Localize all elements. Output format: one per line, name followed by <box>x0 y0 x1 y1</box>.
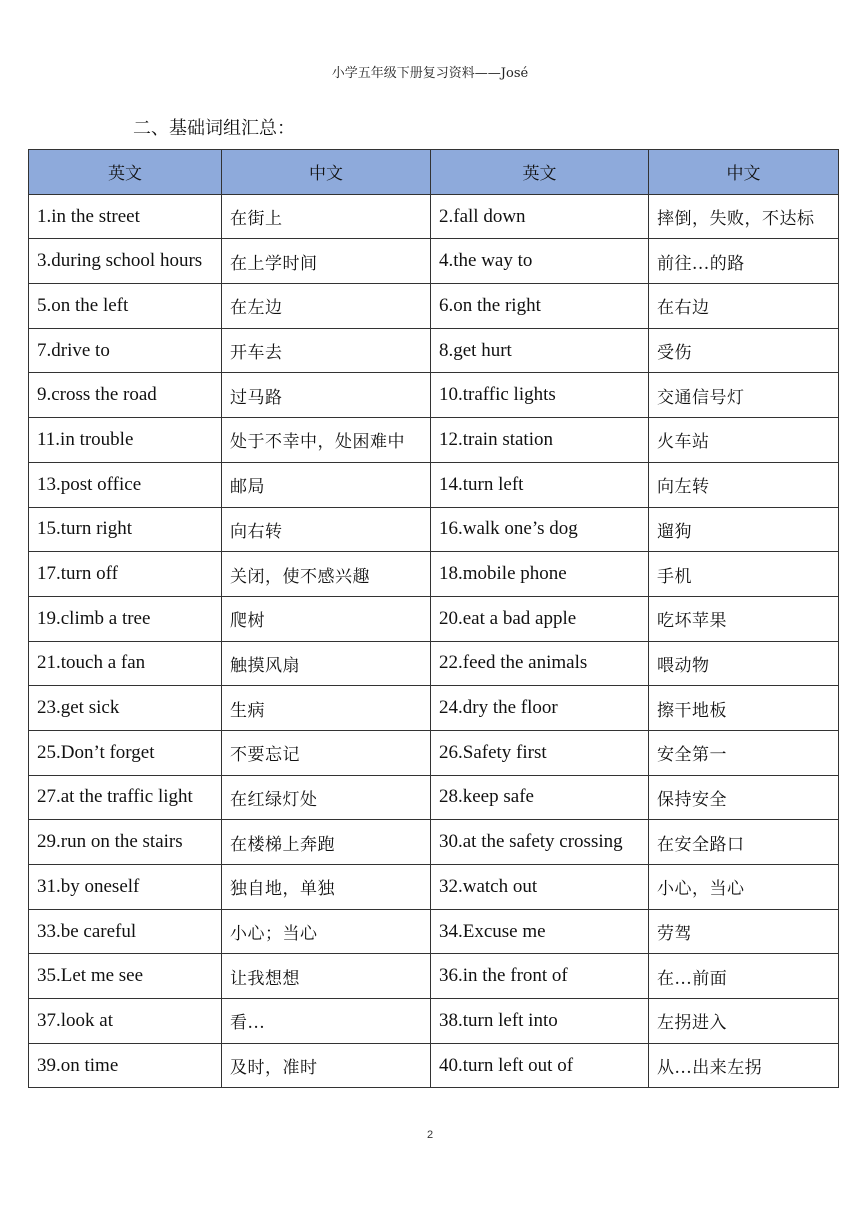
english-phrase-cell: 38.turn left into <box>431 999 649 1044</box>
column-header-chinese: 中文 <box>649 150 839 195</box>
chinese-meaning-cell: 邮局 <box>222 462 431 507</box>
chinese-meaning-cell: 触摸风扇 <box>222 641 431 686</box>
chinese-meaning-cell: 喂动物 <box>649 641 839 686</box>
chinese-meaning-cell: 独自地，单独 <box>222 865 431 910</box>
chinese-meaning-cell: 在红绿灯处 <box>222 775 431 820</box>
english-phrase-cell: 36.in the front of <box>431 954 649 999</box>
table-row <box>29 194 839 239</box>
english-phrase-cell: 35.Let me see <box>29 954 222 999</box>
chinese-meaning-cell: 从...出来左拐 <box>649 1043 839 1088</box>
chinese-meaning-cell: 在右边 <box>649 284 839 329</box>
table-row <box>29 418 839 463</box>
english-phrase-cell: 6.on the right <box>431 284 649 329</box>
english-phrase-cell: 29.run on the stairs <box>29 820 222 865</box>
table-row <box>29 239 839 284</box>
english-phrase-cell: 15.turn right <box>29 507 222 552</box>
table-row <box>29 507 839 552</box>
english-phrase-cell: 2.fall down <box>431 194 649 239</box>
english-phrase-cell: 31.by oneself <box>29 865 222 910</box>
chinese-meaning-cell: 左拐进入 <box>649 999 839 1044</box>
page-header-title: 小学五年级下册复习资料——José <box>331 66 529 81</box>
english-phrase-cell: 18.mobile phone <box>431 552 649 597</box>
chinese-meaning-cell: 向右转 <box>222 507 431 552</box>
chinese-meaning-cell: 过马路 <box>222 373 431 418</box>
english-phrase-cell: 20.eat a bad apple <box>431 596 649 641</box>
table-header-row <box>29 150 839 195</box>
english-phrase-cell: 1.in the street <box>29 194 222 239</box>
table-body <box>29 194 839 1088</box>
chinese-meaning-cell: 遛狗 <box>649 507 839 552</box>
column-header-english: 英文 <box>29 150 222 195</box>
chinese-meaning-cell: 保持安全 <box>649 775 839 820</box>
chinese-meaning-cell: 及时，准时 <box>222 1043 431 1088</box>
chinese-meaning-cell: 让我想想 <box>222 954 431 999</box>
english-phrase-cell: 22.feed the animals <box>431 641 649 686</box>
chinese-meaning-cell: 劳驾 <box>649 909 839 954</box>
english-phrase-cell: 4.the way to <box>431 239 649 284</box>
english-phrase-cell: 24.dry the floor <box>431 686 649 731</box>
english-phrase-cell: 40.turn left out of <box>431 1043 649 1088</box>
table-row <box>29 1043 839 1088</box>
english-phrase-cell: 16.walk one’s dog <box>431 507 649 552</box>
chinese-meaning-cell: 手机 <box>649 552 839 597</box>
chinese-meaning-cell: 看... <box>222 999 431 1044</box>
vocabulary-table <box>28 149 839 1088</box>
chinese-meaning-cell: 不要忘记 <box>222 730 431 775</box>
english-phrase-cell: 19.climb a tree <box>29 596 222 641</box>
chinese-meaning-cell: 在楼梯上奔跑 <box>222 820 431 865</box>
chinese-meaning-cell: 擦干地板 <box>649 686 839 731</box>
chinese-meaning-cell: 生病 <box>222 686 431 731</box>
chinese-meaning-cell: 处于不幸中，处困难中 <box>222 418 431 463</box>
table-row <box>29 328 839 373</box>
page-number: 2 <box>426 1129 434 1141</box>
table-row <box>29 775 839 820</box>
column-header-chinese: 中文 <box>222 150 431 195</box>
chinese-meaning-cell: 前往...的路 <box>649 239 839 284</box>
table-row <box>29 954 839 999</box>
english-phrase-cell: 11.in trouble <box>29 418 222 463</box>
english-phrase-cell: 14.turn left <box>431 462 649 507</box>
chinese-meaning-cell: 关闭，使不感兴趣 <box>222 552 431 597</box>
english-phrase-cell: 8.get hurt <box>431 328 649 373</box>
english-phrase-cell: 21.touch a fan <box>29 641 222 686</box>
chinese-meaning-cell: 小心；当心 <box>222 909 431 954</box>
english-phrase-cell: 9.cross the road <box>29 373 222 418</box>
english-phrase-cell: 27.at the traffic light <box>29 775 222 820</box>
column-header-english: 英文 <box>431 150 649 195</box>
english-phrase-cell: 17.turn off <box>29 552 222 597</box>
chinese-meaning-cell: 受伤 <box>649 328 839 373</box>
english-phrase-cell: 7.drive to <box>29 328 222 373</box>
english-phrase-cell: 30.at the safety crossing <box>431 820 649 865</box>
chinese-meaning-cell: 开车去 <box>222 328 431 373</box>
chinese-meaning-cell: 爬树 <box>222 596 431 641</box>
english-phrase-cell: 12.train station <box>431 418 649 463</box>
table-row <box>29 999 839 1044</box>
english-phrase-cell: 13.post office <box>29 462 222 507</box>
chinese-meaning-cell: 在左边 <box>222 284 431 329</box>
english-phrase-cell: 26.Safety first <box>431 730 649 775</box>
table-row <box>29 641 839 686</box>
english-phrase-cell: 10.traffic lights <box>431 373 649 418</box>
table-row <box>29 552 839 597</box>
english-phrase-cell: 23.get sick <box>29 686 222 731</box>
english-phrase-cell: 33.be careful <box>29 909 222 954</box>
chinese-meaning-cell: 在安全路口 <box>649 820 839 865</box>
english-phrase-cell: 28.keep safe <box>431 775 649 820</box>
table-row <box>29 596 839 641</box>
table-row <box>29 284 839 329</box>
english-phrase-cell: 34.Excuse me <box>431 909 649 954</box>
english-phrase-cell: 3.during school hours <box>29 239 222 284</box>
chinese-meaning-cell: 摔倒，失败，不达标 <box>649 194 839 239</box>
english-phrase-cell: 39.on time <box>29 1043 222 1088</box>
table-row <box>29 865 839 910</box>
english-phrase-cell: 32.watch out <box>431 865 649 910</box>
table-row <box>29 373 839 418</box>
english-phrase-cell: 5.on the left <box>29 284 222 329</box>
chinese-meaning-cell: 安全第一 <box>649 730 839 775</box>
table-row <box>29 462 839 507</box>
chinese-meaning-cell: 火车站 <box>649 418 839 463</box>
chinese-meaning-cell: 小心，当心 <box>649 865 839 910</box>
chinese-meaning-cell: 向左转 <box>649 462 839 507</box>
chinese-meaning-cell: 在...前面 <box>649 954 839 999</box>
english-phrase-cell: 25.Don’t forget <box>29 730 222 775</box>
table-row <box>29 686 839 731</box>
table-row <box>29 820 839 865</box>
chinese-meaning-cell: 交通信号灯 <box>649 373 839 418</box>
section-heading: 二、基础词组汇总： <box>133 118 295 139</box>
english-phrase-cell: 37.look at <box>29 999 222 1044</box>
chinese-meaning-cell: 在上学时间 <box>222 239 431 284</box>
table-row <box>29 909 839 954</box>
table-row <box>29 730 839 775</box>
chinese-meaning-cell: 在街上 <box>222 194 431 239</box>
chinese-meaning-cell: 吃坏苹果 <box>649 596 839 641</box>
